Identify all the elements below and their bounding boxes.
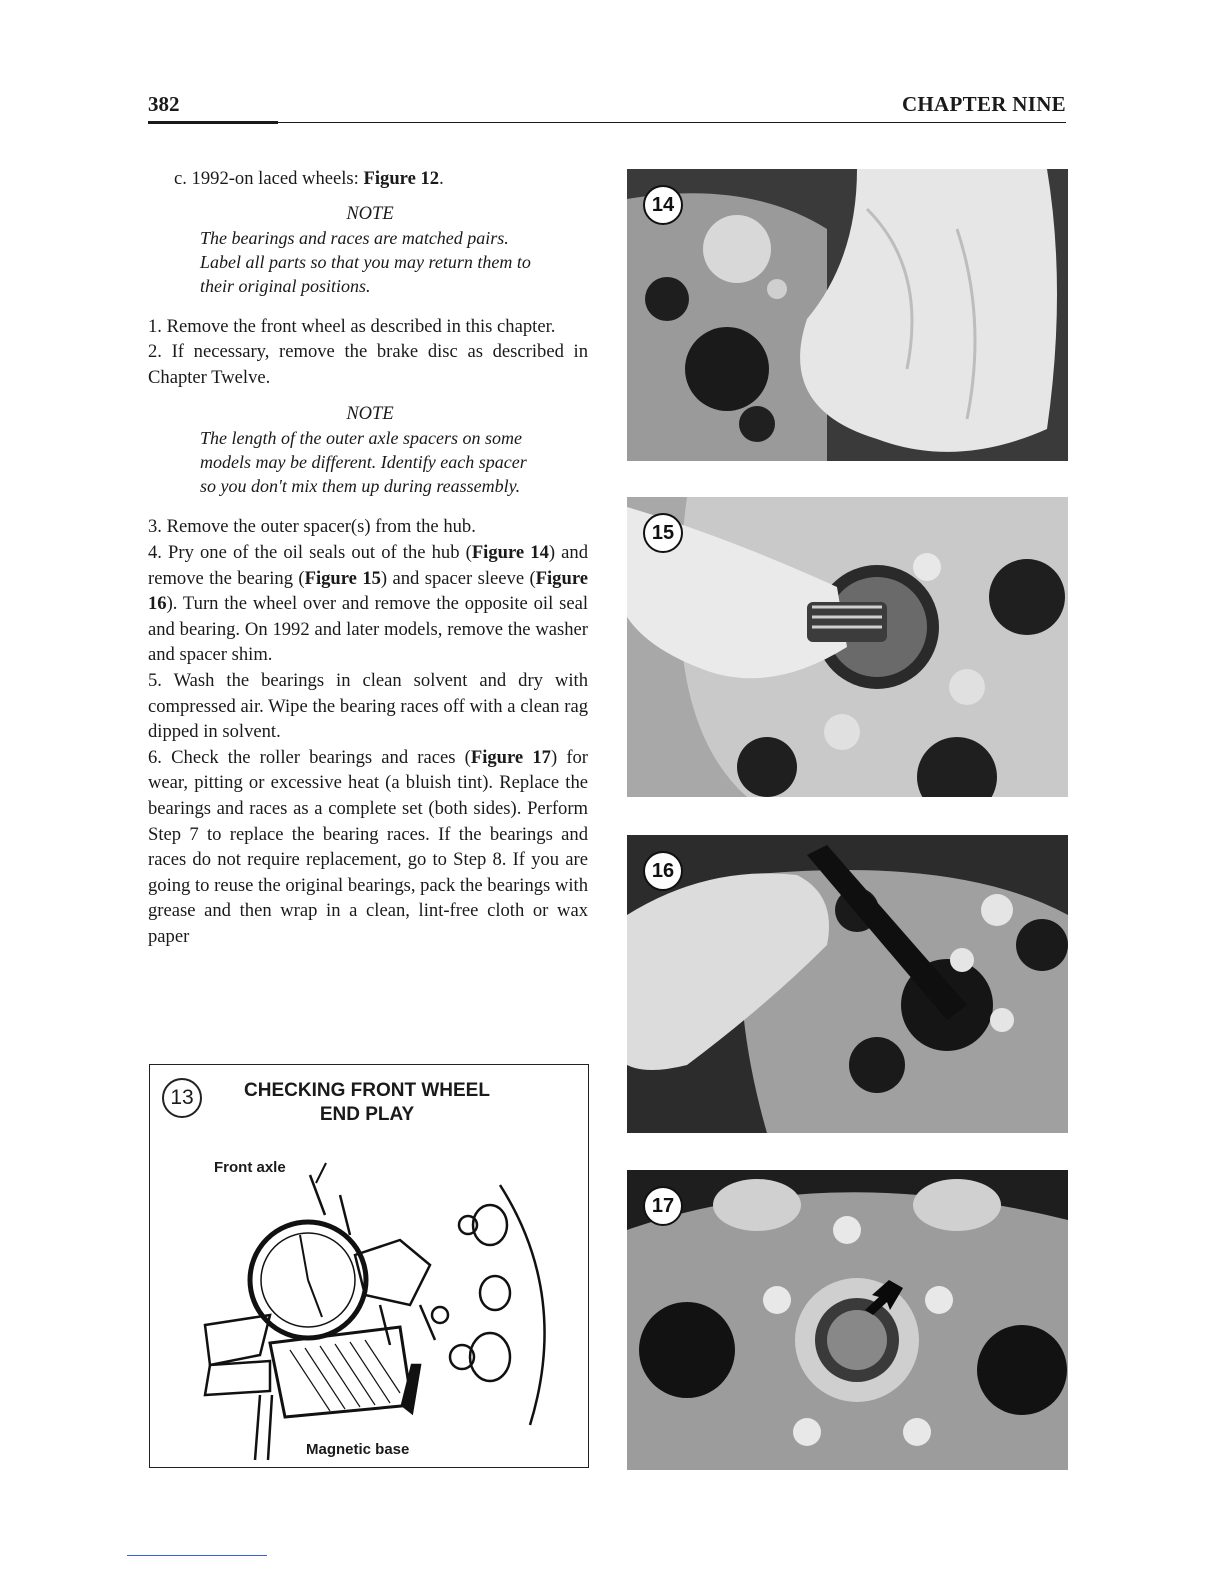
step-6: 6. Check the roller bearings and races (Figure 17) for wear, pitting or excessive heat (a bluish tint). Replace the bearings and races as a complete set (both sides). Perform Step 7 to replace the bearing races. If the bearings and races do not require replacement, go to Step 8. If you are going to reuse the original bearings, pack the bearings with grease and then wrap in a clean, lint-free cloth or wax paper: [148, 746, 588, 947]
step-5: 5. Wash the bearings in clean solvent and dry with compressed air. Wipe the bearing races off with a clean rag dipped in solvent.: [148, 669, 588, 743]
figure-ref: Figure 12: [363, 168, 440, 189]
label-front-axle: Front axle: [214, 1159, 286, 1176]
step-4: 4. Pry one of the oil seals out of the hub (Figure 14) and remove the bearing (Figure 15) and spacer sleeve (Figure 16). Turn the wheel over and remove the opposite oil seal and bearing. On 1992 and later models, remove the washer and spacer shim.: [148, 541, 589, 666]
step-3: 3. Remove the outer spacer(s) from the hub.: [148, 516, 476, 538]
figure-13: [149, 1064, 589, 1468]
note-title: NOTE: [346, 203, 394, 224]
header-rule: [278, 122, 1066, 123]
body-text: [148, 166, 588, 949]
figure-caption: CHECKING FRONT WHEEL END PLAY: [244, 1080, 490, 1125]
photo-figure-14: [627, 169, 1068, 461]
label-magnetic-base: Magnetic base: [306, 1441, 410, 1458]
note-2: [200, 402, 540, 498]
page-number: 382: [148, 92, 180, 116]
photo-number-badge: 15: [643, 513, 683, 553]
photo-figure-17: [627, 1170, 1068, 1470]
photo-number-badge: 14: [643, 185, 683, 225]
chapter-title: CHAPTER NINE: [901, 92, 1066, 116]
figure-number-badge: 13: [162, 1078, 202, 1118]
note-text: The length of the outer axle spacers on some models may be different. Identify each spacer so you don't mix them up during reassembly.: [200, 428, 527, 497]
note-1: [200, 202, 540, 298]
photo-number-badge: 17: [643, 1186, 683, 1226]
note-text: The bearings and races are matched pairs. Label all parts so that you may return them to their original positions.: [200, 227, 531, 296]
note-title: NOTE: [346, 404, 394, 425]
header-rule-thick: [148, 121, 278, 124]
photo-figure-16: [627, 835, 1068, 1133]
photo-figure-15: [627, 497, 1068, 797]
step-1: 1. Remove the front wheel as described in this chapter.: [148, 315, 556, 337]
item-c: c. 1992-on laced wheels: Figure 12.: [174, 168, 444, 189]
step-2: 2. If necessary, remove the brake disc as described in Chapter Twelve.: [148, 341, 588, 388]
photo-number-badge: 16: [643, 851, 683, 891]
bottom-mark: [127, 1555, 267, 1556]
